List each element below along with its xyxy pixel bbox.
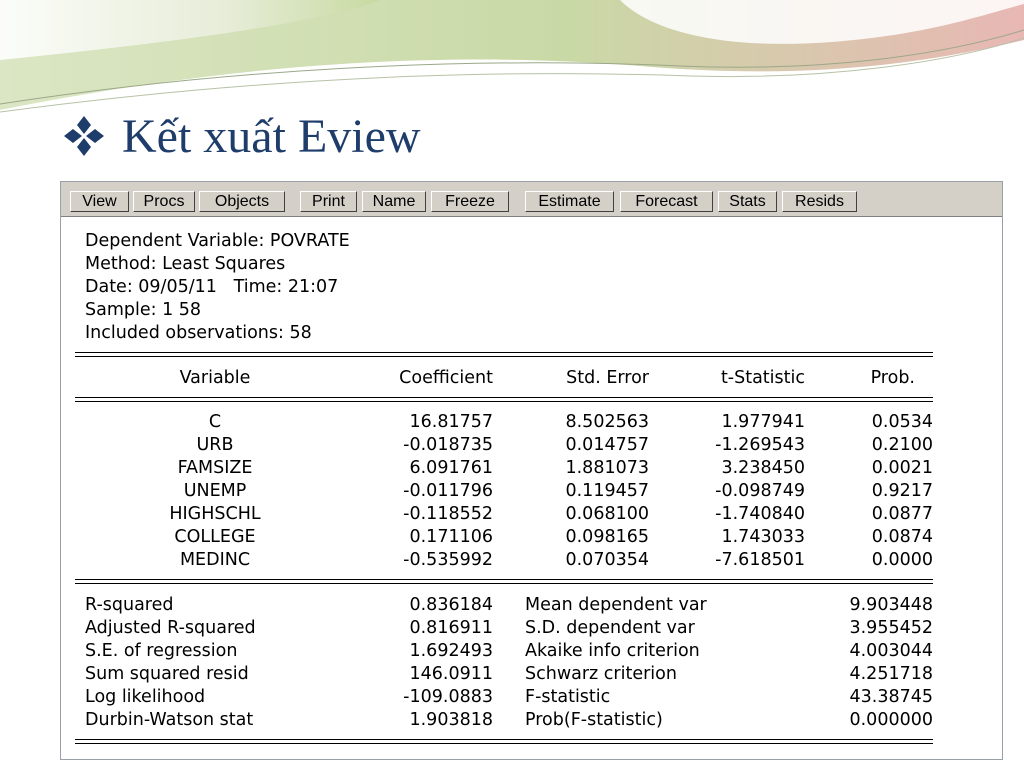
stat-value: 146.0911 (409, 664, 493, 684)
eviews-toolbar (61, 182, 1002, 217)
t-statistic-value: 1.743033 (721, 527, 805, 547)
coefficient-value: -0.535992 (403, 550, 493, 570)
prob-value: 0.9217 (871, 481, 933, 501)
stat-label: F-statistic (525, 687, 611, 707)
method-line: Method: Least Squares (85, 254, 286, 274)
stat-value: -109.0883 (403, 687, 493, 707)
std-error-value: 0.070354 (565, 550, 649, 570)
double-rule (75, 579, 933, 584)
coefficient-value: 16.81757 (409, 412, 493, 432)
stat-label: R-squared (85, 595, 174, 615)
dependent-variable-line: Dependent Variable: POVRATE (85, 231, 350, 251)
variable-name: HIGHSCHL (169, 504, 261, 524)
t-statistic-value: -1.269543 (715, 435, 805, 455)
std-error-value: 0.119457 (565, 481, 649, 501)
col-header-prob: Prob. (870, 368, 915, 388)
stat-label: S.D. dependent var (525, 618, 695, 638)
double-rule (75, 739, 933, 744)
stat-label: Durbin-Watson stat (85, 710, 254, 730)
std-error-value: 0.014757 (565, 435, 649, 455)
coefficient-value: 0.171106 (409, 527, 493, 547)
diamond-bullet-icon (62, 114, 106, 158)
prob-value: 0.0021 (871, 458, 933, 478)
col-header-t-statistic: t-Statistic (720, 368, 805, 388)
procs-button[interactable]: Procs (133, 191, 195, 212)
stat-label: S.E. of regression (85, 641, 238, 661)
stat-label: Adjusted R-squared (85, 618, 256, 638)
t-statistic-value: 3.238450 (721, 458, 805, 478)
stat-label: Sum squared resid (85, 664, 249, 684)
stat-label: Mean dependent var (525, 595, 707, 615)
stat-label: Schwarz criterion (525, 664, 677, 684)
variable-name: COLLEGE (174, 527, 256, 547)
stat-value: 1.692493 (409, 641, 493, 661)
stat-value: 0.816911 (409, 618, 493, 638)
double-rule (75, 352, 933, 357)
slide-title (62, 106, 421, 166)
slide-title-text: Kết xuất Eview (122, 109, 421, 163)
prob-value: 0.0000 (871, 550, 933, 570)
variable-name: UNEMP (183, 481, 247, 501)
prob-value: 0.0874 (871, 527, 933, 547)
stat-value: 4.251718 (849, 664, 933, 684)
regression-output (69, 217, 994, 759)
eviews-equation-window (60, 181, 1003, 760)
objects-button[interactable]: Objects (199, 191, 285, 212)
col-header-variable: Variable (179, 368, 251, 388)
print-button[interactable]: Print (300, 191, 357, 212)
freeze-button[interactable]: Freeze (431, 191, 509, 212)
prob-value: 0.0877 (871, 504, 933, 524)
stat-label: Akaike info criterion (525, 641, 700, 661)
stat-value: 4.003044 (849, 641, 933, 661)
std-error-value: 0.098165 (565, 527, 649, 547)
std-error-value: 8.502563 (565, 412, 649, 432)
prob-value: 0.2100 (871, 435, 933, 455)
variable-name: MEDINC (179, 550, 251, 570)
t-statistic-value: 1.977941 (721, 412, 805, 432)
col-header-std-error: Std. Error (566, 368, 649, 388)
observations-line: Included observations: 58 (85, 323, 312, 343)
sample-line: Sample: 1 58 (85, 300, 202, 320)
stat-value: 3.955452 (849, 618, 933, 638)
col-header-coefficient: Coefficient (399, 368, 493, 388)
t-statistic-value: -0.098749 (715, 481, 805, 501)
date-time-line: Date: 09/05/11 Time: 21:07 (85, 277, 339, 297)
stat-value: 0.000000 (849, 710, 933, 730)
stat-label: Prob(F-statistic) (525, 710, 663, 730)
forecast-button[interactable]: Forecast (620, 191, 713, 212)
coefficient-value: -0.118552 (403, 504, 493, 524)
coefficient-value: 6.091761 (409, 458, 493, 478)
variable-name: C (208, 412, 222, 432)
prob-value: 0.0534 (871, 412, 933, 432)
stat-value: 9.903448 (849, 595, 933, 615)
coefficient-value: -0.011796 (403, 481, 493, 501)
std-error-value: 0.068100 (565, 504, 649, 524)
std-error-value: 1.881073 (565, 458, 649, 478)
double-rule (75, 397, 933, 402)
stat-value: 1.903818 (409, 710, 493, 730)
vertical-scroll-area[interactable] (990, 217, 1002, 759)
variable-name: FAMSIZE (177, 458, 253, 478)
stat-value: 0.836184 (409, 595, 493, 615)
t-statistic-value: -7.618501 (715, 550, 805, 570)
t-statistic-value: -1.740840 (715, 504, 805, 524)
name-button[interactable]: Name (362, 191, 426, 212)
stat-label: Log likelihood (85, 687, 206, 707)
stats-button[interactable]: Stats (718, 191, 777, 212)
coefficient-value: -0.018735 (403, 435, 493, 455)
variable-name: URB (196, 435, 234, 455)
view-button[interactable]: View (70, 191, 129, 212)
resids-button[interactable]: Resids (782, 191, 857, 212)
stat-value: 43.38745 (849, 687, 933, 707)
estimate-button[interactable]: Estimate (525, 191, 614, 212)
